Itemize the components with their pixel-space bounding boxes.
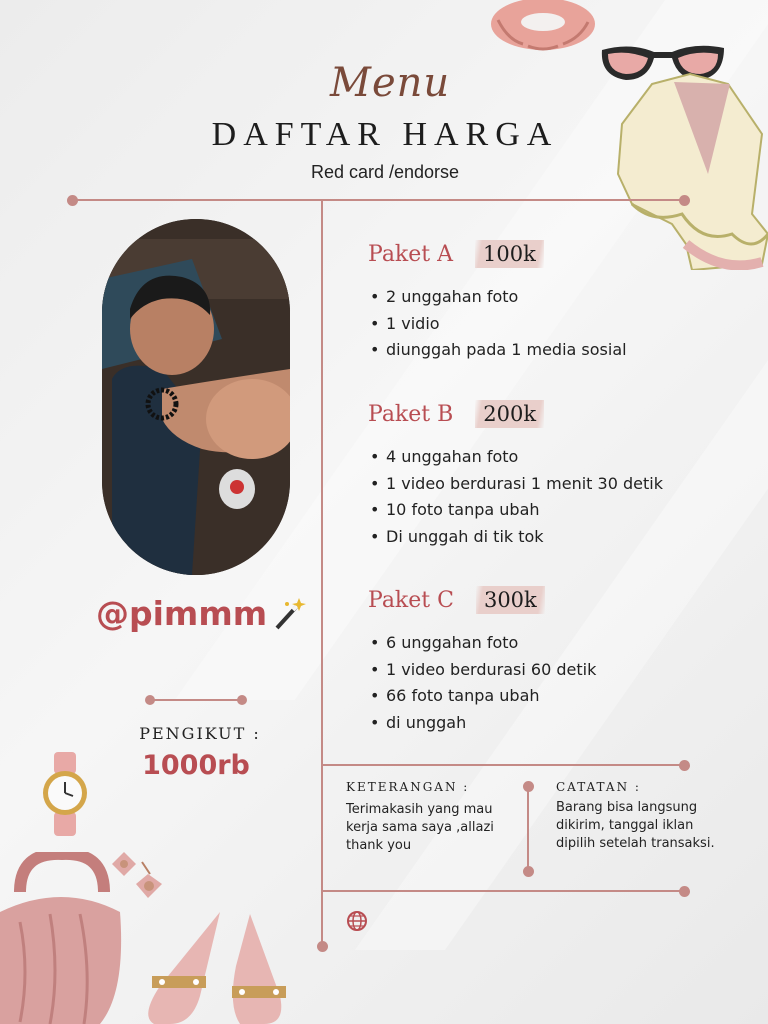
- divider-dot: [523, 866, 534, 877]
- profile-photo: [102, 219, 290, 575]
- globe-icon[interactable]: [346, 910, 368, 932]
- list-item: • Di unggah di tik tok: [386, 524, 748, 551]
- list-item: • 4 unggahan foto: [386, 444, 748, 471]
- package-features: [368, 630, 748, 736]
- page-title: DAFTAR HARGA: [211, 116, 559, 153]
- notes-right-title: CATATAN :: [556, 780, 641, 794]
- earrings-icon: [112, 848, 182, 908]
- watch-icon: [34, 752, 94, 836]
- package-price: 100k: [475, 240, 544, 268]
- divider-dot: [679, 886, 690, 897]
- package-name: Paket C: [368, 587, 454, 613]
- divider-dot: [523, 781, 534, 792]
- package-features: [368, 284, 748, 364]
- notes-top-line: [322, 764, 684, 766]
- header-divider: [72, 199, 684, 201]
- profile-handle[interactable]: @pimmm: [96, 594, 268, 633]
- list-item: • 10 foto tanpa ubah: [386, 497, 748, 524]
- divider-dot: [67, 195, 78, 206]
- scrunchie-icon: [488, 0, 598, 62]
- package-features: [368, 444, 748, 550]
- notes-divider: [527, 786, 529, 870]
- notes-left-text: Terimakasih yang mau kerja sama saya ,allazi thank you: [346, 802, 494, 853]
- page-subtitle: Red card /endorse: [310, 162, 460, 182]
- list-item: • 2 unggahan foto: [386, 284, 748, 311]
- divider-dot: [679, 760, 690, 771]
- list-item: • diunggah pada 1 media sosial: [386, 337, 748, 364]
- notes-right-text: Barang bisa langsung dikirim, tanggal iklan dipilih setelah transaksi.: [556, 800, 715, 851]
- package-price: 300k: [476, 586, 545, 614]
- notes-left-title: KETERANGAN :: [346, 780, 470, 794]
- vertical-divider: [321, 200, 323, 946]
- profile-handle-row: [96, 594, 306, 633]
- divider-dot: [145, 695, 155, 705]
- list-item: • 6 unggahan foto: [386, 630, 748, 657]
- magic-wand-icon: [271, 596, 306, 632]
- photo-illustration: [102, 219, 290, 575]
- package-b: [368, 396, 748, 550]
- profile-divider: [150, 699, 242, 701]
- list-item: • 66 foto tanpa ubah: [386, 683, 748, 710]
- script-title: Menu: [330, 60, 451, 106]
- list-item: • 1 vidio: [386, 311, 748, 338]
- package-name: Paket B: [368, 401, 454, 427]
- divider-dot: [679, 195, 690, 206]
- divider-dot: [317, 941, 328, 952]
- list-item: • 1 video berdurasi 1 menit 30 detik: [386, 471, 748, 498]
- list-item: • di unggah: [386, 710, 748, 737]
- package-price: 200k: [475, 400, 544, 428]
- handbag-icon: [0, 852, 125, 1024]
- notes-bottom-line: [322, 890, 684, 892]
- divider-dot: [237, 695, 247, 705]
- package-c: [368, 582, 748, 736]
- followers-label: PENGIKUT :: [139, 724, 261, 743]
- followers-value: 1000rb: [142, 750, 250, 781]
- list-item: • 1 video berdurasi 60 detik: [386, 657, 748, 684]
- package-a: [368, 236, 748, 364]
- package-name: Paket A: [368, 241, 454, 267]
- heels-icon: [140, 906, 290, 1024]
